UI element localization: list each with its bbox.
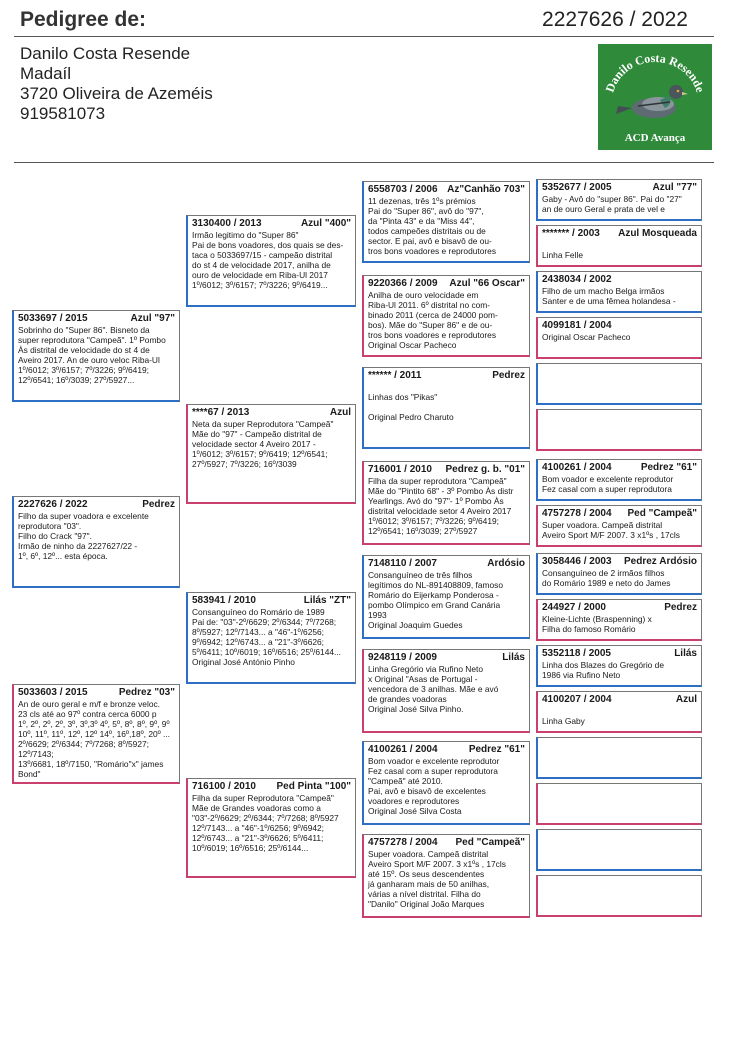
card-notes: Linha Felle — [542, 250, 583, 260]
pedigree-card — [536, 737, 702, 779]
card-notes: Irmão legitimo do "Super 86" Pai de bons voadores, dos quais se des- taca o 5033697/15 - campeão distrital do st 4 de velocidade 2017, anilha de ouro de velocidade em Riba-Ul 2017 1º/6012; 3º/6157; 7º/3226; 9º/6419... — [192, 230, 344, 290]
page-title: Pedigree de: — [20, 8, 147, 31]
card-header — [18, 499, 175, 511]
card-ring: 9220366 / 2009 — [368, 278, 438, 289]
card-bird-name: Azul "77" — [652, 182, 697, 193]
owner-place: Madaíl — [20, 64, 72, 83]
card-header — [542, 602, 697, 614]
pedigree-card — [536, 829, 702, 871]
pedigree-card — [362, 741, 530, 825]
card-notes: Consanguíneo de 2 irmãos filhos do Romário 1989 e neto do James — [542, 568, 671, 588]
pedigree-card — [536, 553, 702, 595]
pedigree-card — [536, 363, 702, 405]
pedigree-card — [362, 461, 530, 545]
card-ring: ****67 / 2013 — [192, 407, 250, 418]
card-notes: Filha da super Reprodutora "Campeã" Mãe de Grandes voadoras como a "03"-2º/6629; 2º/6344; 7º/7268; 8º/5927 12º/7143... a "46"-1º/6256; 9º/6942; 12º/6743... a "21"-3º/6626; 5º/6411; 10º/6019; 16º/6516; 25º/6144... — [192, 793, 339, 853]
header-divider — [14, 36, 714, 37]
pedigree-card — [362, 275, 530, 357]
card-ring: 4757278 / 2004 — [368, 837, 438, 848]
card-notes: Linha dos Blazes do Gregório de 1986 via Rufino Neto — [542, 660, 664, 680]
pedigree-card — [362, 181, 530, 263]
card-bird-name: Ped "Campeã" — [627, 508, 697, 519]
card-bird-name: Az"Canhão 703" — [447, 184, 525, 195]
card-header — [368, 837, 525, 849]
subject-card — [12, 496, 180, 588]
card-header — [368, 558, 525, 570]
card-ring: 7148110 / 2007 — [368, 558, 437, 569]
owner-name: Danilo Costa Resende — [20, 44, 191, 63]
pedigree-card — [12, 684, 180, 784]
owner-info — [20, 44, 213, 124]
card-header — [542, 320, 697, 332]
card-bird-name: Pedrez "61" — [468, 744, 525, 755]
card-header — [542, 462, 697, 474]
card-bird-name: Azul "97" — [130, 313, 175, 324]
card-notes: Bom voador e excelente reprodutor Fez casal com a super reprodutora "Campeã" até 2010. Pai, avô e bisavô de excelentes voadores e reprodutores Original José Silva Costa — [368, 756, 500, 816]
pedigree-card — [536, 317, 702, 359]
pedigree-card — [536, 409, 702, 451]
card-ring: ****** / 2011 — [368, 370, 422, 381]
pedigree-card — [536, 459, 702, 501]
card-notes: Consanguíneo de três filhos legítimos do NL-891408809, famoso Romário do Eijerkamp Ponderosa - pombo Olímpico em Grand Canária 1993 Original Joaquim Guedes — [368, 570, 504, 630]
card-bird-name: Pedrez — [664, 602, 697, 613]
card-ring: 4100261 / 2004 — [542, 462, 612, 473]
pedigree-card — [362, 649, 530, 733]
pedigree-card — [536, 225, 702, 267]
pedigree-card — [12, 310, 180, 402]
card-bird-name: Lilás "ZT" — [303, 595, 351, 606]
card-ring: 716001 / 2010 — [368, 464, 432, 475]
card-ring: 6558703 / 2006 — [368, 184, 438, 195]
card-header — [192, 595, 351, 607]
card-ring: ******* / 2003 — [542, 228, 600, 239]
card-header — [192, 781, 351, 793]
card-bird-name: Ardósio — [487, 558, 525, 569]
card-notes: Gaby - Avô do "super 86". Pai do "27" an de ouro Geral e prata de vel e — [542, 194, 682, 214]
card-notes: Kleine-Lichte (Braspenning) x Filha do famoso Romário — [542, 614, 652, 634]
card-bird-name: Azul — [329, 407, 351, 418]
card-header — [542, 556, 697, 568]
pedigree-card — [362, 834, 530, 918]
card-ring: 4100207 / 2004 — [542, 694, 612, 705]
card-notes: Original Oscar Pacheco — [542, 332, 631, 342]
card-bird-name: Pedrez — [142, 499, 175, 510]
card-notes: Linhas dos "Pikas" Original Pedro Charuto — [368, 392, 454, 422]
card-bird-name: Azul "66 Oscar" — [449, 278, 525, 289]
card-ring: 2438034 / 2002 — [542, 274, 612, 285]
card-header — [192, 218, 351, 230]
card-ring: 3058446 / 2003 — [542, 556, 612, 567]
card-notes: Filho de um macho Belga irmãos Santer e de uma fêmea holandesa - — [542, 286, 676, 306]
card-header — [542, 182, 697, 194]
card-bird-name: Pedrez "03" — [118, 687, 175, 698]
card-ring: 2227626 / 2022 — [18, 499, 88, 510]
section-divider — [14, 162, 714, 163]
card-header — [368, 278, 525, 290]
card-bird-name: Pedrez "61" — [640, 462, 697, 473]
card-bird-name: Azul — [675, 694, 697, 705]
card-header — [18, 313, 175, 325]
card-notes: An de ouro geral e m/f e bronze veloc. 23 cls até ao 97º contra cerca 6000 p 1º, 2º, 2º, 2º, 3º, 3º,3º 4º, 5º, 8º, 8º, 9º, 9º 10º, 11º, 11º, 12º, 12º 14º, 16º,18º, 20º ... 2º/6629; 2º/6344; 7º/7268; 8º/5927; 12º/7143; 13º/6681, 18º/7150, "Romário"x" james Bond" — [18, 699, 171, 779]
card-header — [542, 694, 697, 706]
card-ring: 583941 / 2010 — [192, 595, 256, 606]
card-bird-name: Azul "400" — [300, 218, 351, 229]
card-ring: 716100 / 2010 — [192, 781, 256, 792]
pedigree-card — [536, 505, 702, 547]
pedigree-card — [536, 875, 702, 917]
pedigree-card — [186, 404, 356, 504]
card-header — [368, 744, 525, 756]
card-notes: Super voadora. Campeã distrital Aveiro Sport M/F 2007. 3 x1ºs , 17cls — [542, 520, 680, 540]
card-header — [368, 184, 525, 196]
card-ring: 244927 / 2000 — [542, 602, 606, 613]
card-header — [542, 508, 697, 520]
card-notes: Linha Gaby — [542, 716, 585, 726]
card-header — [542, 648, 697, 660]
pedigree-card — [536, 271, 702, 313]
card-header — [18, 687, 175, 699]
card-bird-name: Ped Pinta "100" — [276, 781, 351, 792]
card-header — [192, 407, 351, 419]
card-notes: Filha da super reprodutora "Campeã" Mãe do "Pintito 68" - 3º Pombo Às distr Yearlings. Avó do "97"- 1º Pombo Às distrital velocidade setor 4 Aveiro 2017 1º/6012; 3º/6157; 7º/3226; 9º/6419; 12º/6541; 16º/3039; 27º/5927 — [368, 476, 514, 536]
card-header — [368, 464, 525, 476]
card-notes: Filho da super voadora e excelente reprodutora "03". Filho do Crack "97". Irmão de ninho da 2227627/22 - 1º, 6º, 12º... esta época. — [18, 511, 149, 561]
pedigree-card — [536, 691, 702, 733]
card-notes: Anilha de ouro velocidade em Riba-Ul 2011. 6º distrital no com- binado 2011 (cerca de 24000 pom- bos). Mãe do "Super 86" e de ou- tros bons voadores e reprodutores Original Oscar Pacheco — [368, 290, 498, 350]
card-ring: 4100261 / 2004 — [368, 744, 438, 755]
card-notes: Neta da super Reprodutora "Campeã" Mãe do "97" - Campeão distrital de velocidade sector 4 Aveiro 2017 - 1º/6012; 3º/6157; 9º/6419; 12º/6541; 27º/5927; 7º/3226; 16º/3039 — [192, 419, 334, 469]
owner-city: 3720 Oliveira de Azeméis — [20, 84, 213, 103]
card-notes: Consanguíneo do Romário de 1989 Pai de: "03"-2º/6629; 2º/6344; 7º/7268; 8º/5927; 12º/7143... a "46"-1º/6256; 9º/6942; 12º/6743... a "21"-3º/6626; 5º/6411; 10º/6019; 16º/6516; 25º/6144... Original José António Pinho — [192, 607, 341, 667]
card-ring: 5352677 / 2005 — [542, 182, 612, 193]
pedigree-card — [536, 599, 702, 641]
logo-top-text: Danilo Costa Resende — [602, 50, 708, 95]
card-bird-name: Pedrez g. b. "01" — [445, 464, 525, 475]
pedigree-card — [362, 555, 530, 639]
pedigree-card — [536, 783, 702, 825]
card-header — [542, 228, 697, 240]
card-bird-name: Pedrez — [492, 370, 525, 381]
owner-phone: 919581073 — [20, 104, 106, 123]
pedigree-card — [536, 179, 702, 221]
card-ring: 5352118 / 2005 — [542, 648, 611, 659]
card-bird-name: Lilás — [502, 652, 525, 663]
card-ring: 9248119 / 2009 — [368, 652, 437, 663]
card-ring: 4099181 / 2004 — [542, 320, 612, 331]
logo-bottom-text: ACD Avança — [624, 132, 686, 144]
card-bird-name: Lilás — [674, 648, 697, 659]
card-bird-name: Azul Mosqueada — [618, 228, 697, 239]
card-notes: 11 dezenas, três 1ºs prémios Pai do "Super 86", avô do "97", da "Pinta 43" e da "Miss 44", todos campeões distritais ou de sector. E pai, avô e bisavô de ou- tros bons voadores e reprodutores — [368, 196, 497, 256]
card-notes: Super voadora. Campeã distrital Aveiro Sport M/F 2007. 3 x1ºs , 17cls até 15º. Os seus descendentes já ganharam mais de 50 anilhas, várias a nível distrital. Filha do "Danilo" Original João Marques — [368, 849, 506, 909]
club-logo — [598, 44, 712, 150]
pedigree-card — [536, 645, 702, 687]
pedigree-card — [186, 592, 356, 684]
card-header — [368, 652, 525, 664]
pedigree-card — [362, 367, 530, 449]
pedigree-card — [186, 215, 356, 307]
card-ring: 5033603 / 2015 — [18, 687, 88, 698]
card-ring: 3130400 / 2013 — [192, 218, 262, 229]
card-bird-name: Ped "Campeã" — [455, 837, 525, 848]
card-header — [368, 370, 525, 382]
card-notes: Bom voador e excelente reprodutor Fez casal com a super reprodutora — [542, 474, 674, 494]
card-ring: 5033697 / 2015 — [18, 313, 88, 324]
card-notes: Sobrinho do "Super 86". Bisneto da super reprodutora "Campeã". 1º Pombo Às distrital de velocidade do st 4 de Aveiro 2017. An de ouro veloc Riba-Ul 1º/6012; 3º/6157; 7º/3226; 9º/6419; 12º/6541; 16º/3039; 27º/5927... — [18, 325, 166, 385]
pedigree-card — [186, 778, 356, 878]
card-notes: Linha Gregório via Rufino Neto x Original "Asas de Portugal - vencedora de 3 anilhas. Mãe e avó de grandes voadoras Original José Silva Pinho. — [368, 664, 499, 714]
ring-number: 2227626 / 2022 — [542, 8, 688, 31]
card-bird-name: Pedrez Ardósio — [624, 556, 697, 567]
card-header — [542, 274, 697, 286]
card-ring: 4757278 / 2004 — [542, 508, 612, 519]
